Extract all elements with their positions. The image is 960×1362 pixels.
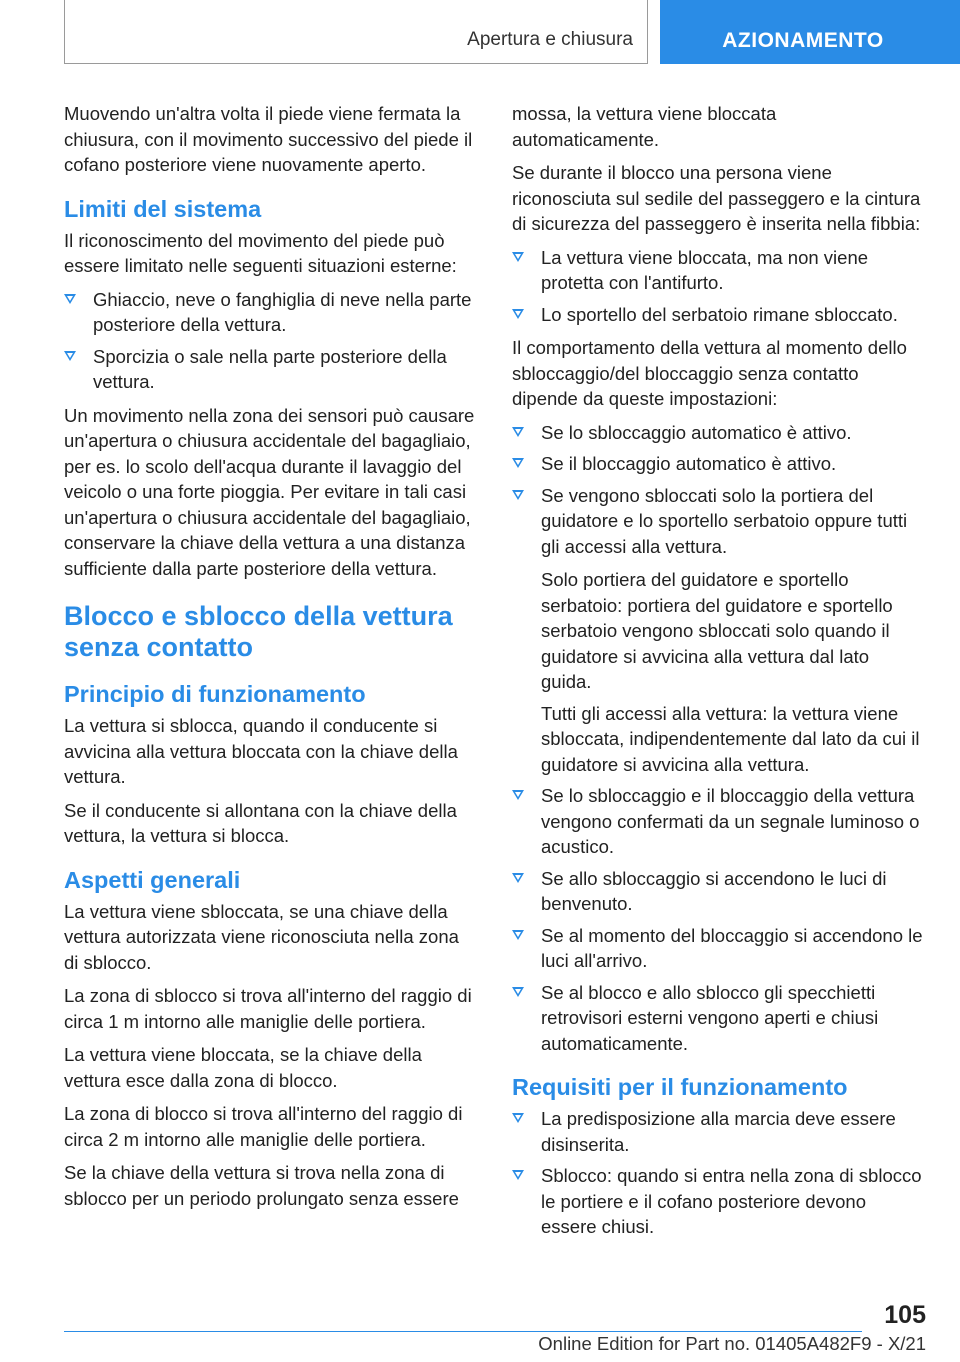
triangle-bullet-icon [512,790,524,800]
triangle-bullet-icon [512,252,524,262]
list-item: Se lo sbloccaggio e il bloccaggio della vettura vengono confermati da un segnale luminoso o acustico. [512,783,924,860]
heading-blocco: Blocco e sblocco della vettura senza contatto [64,601,453,662]
right-column [512,101,924,1248]
bullet-list [512,420,924,560]
paragraph: La zona di blocco si trova all'interno del raggio di circa 2 m intorno alle maniglie delle portiera. [64,1103,463,1150]
header-chapter-tab [660,0,960,64]
heading-principio: Principio di funzionamento [64,681,366,707]
triangle-bullet-icon [512,930,524,940]
list-item: Se allo sbloccaggio si accendono le luci di benvenuto. [512,866,924,917]
paragraph: La vettura si sblocca, quando il conducente si avvicina alla vettura bloccata con la chiave della vettura. [64,715,458,787]
triangle-bullet-icon [64,351,76,361]
footer-edition: Online Edition for Part no. 01405A482F9 - X/21 [538,1333,926,1354]
header-section-box [64,0,648,64]
paragraph: mossa, la vettura viene bloccata automaticamente. [512,103,777,150]
list-item: Sporcizia o sale nella parte posteriore della vettura. [64,344,476,395]
paragraph: Il riconoscimento del movimento del piede può essere limitato nelle seguenti situazioni esterne: [64,229,457,276]
paragraph: La zona di sblocco si trova all'interno del raggio di circa 1 m intorno alle maniglie delle portiera. [64,985,472,1032]
left-column [64,101,476,1219]
triangle-bullet-icon [512,1113,524,1123]
list-item: Sblocco: quando si entra nella zona di sblocco le portiere e il cofano posteriore devono essere chiusi. [512,1163,924,1240]
page-number: 105 [884,1301,926,1329]
bullet-list [512,245,924,328]
heading-limiti: Limiti del sistema [64,195,262,222]
paragraph: Se durante il blocco una persona viene riconosciuta sul sedile del passeggero e la cintura di sicurezza del passeggero è inserita nella fibbia: [512,162,921,234]
paragraph: Un movimento nella zona dei sensori può causare un'apertura o chiusura accidentale del bagagliaio, per es. lo scolo dell'acqua durante il lavaggio del veicolo o una forte pioggia. Per evitare in tali casi un'apertura o chiusura accidentale del bagagliaio, conservare la chiave della vettura a una distanza sufficiente dalla parte posteriore della vettura. [64,404,475,579]
triangle-bullet-icon [512,1170,524,1180]
list-item: La predisposizione alla marcia deve essere disinserita. [512,1106,924,1157]
list-item: Se al momento del bloccaggio si accendono le luci all'arrivo. [512,923,924,974]
triangle-bullet-icon [512,490,524,500]
triangle-bullet-icon [512,427,524,437]
header-chapter-title: AZIONAMENTO [722,29,884,52]
paragraph: La vettura viene bloccata, se la chiave della vettura esce dalla zona di blocco. [64,1044,422,1091]
list-item: La vettura viene bloccata, ma non viene protetta con l'antifurto. [512,245,924,296]
sub-paragraph: Solo portiera del guidatore e sportello serbatoio: portiera del guidatore e sportello serbatoio vengono sbloccati solo quando il guidatore si avvicina alla vettura dal lato guida. [541,569,893,692]
list-item: Se il bloccaggio automatico è attivo. [512,451,924,477]
list-item: Se vengono sbloccati solo la portiera del guidatore e lo sportello serbatoio oppure tutti gli accessi alla vettura. [512,483,924,560]
triangle-bullet-icon [64,294,76,304]
list-item: Se al blocco e allo sblocco gli specchietti retrovisori esterni vengono aperti e chiusi automaticamente. [512,980,924,1057]
bullet-list [64,287,476,395]
paragraph: Se il conducente si allontana con la chiave della vettura, la vettura si blocca. [64,799,457,846]
header-section-title: Apertura e chiusura [467,29,633,50]
list-item: Ghiaccio, neve o fanghiglia di neve nella parte posteriore della vettura. [64,287,476,338]
bullet-list [512,1106,924,1240]
list-item: Lo sportello del serbatoio rimane sbloccato. [512,302,924,328]
heading-requisiti: Requisiti per il funzionamento [512,1074,848,1100]
paragraph: Muovendo un'altra volta il piede viene fermata la chiusura, con il movimento successivo del piede il cofano posteriore viene nuovamente aperto. [64,103,473,175]
triangle-bullet-icon [512,987,524,997]
bullet-list [512,783,924,1056]
triangle-bullet-icon [512,458,524,468]
paragraph: La vettura viene sbloccata, se una chiave della vettura autorizzata viene riconosciuta nella zona di sblocco. [64,900,459,973]
list-item: Se lo sbloccaggio automatico è attivo. [512,420,924,446]
triangle-bullet-icon [512,309,524,319]
triangle-bullet-icon [512,873,524,883]
paragraph: Se la chiave della vettura si trova nella zona di sblocco per un periodo prolungato senza essere [64,1162,459,1209]
sub-paragraph: Tutti gli accessi alla vettura: la vettura viene sbloccata, indipendentemente dal lato da cui il guidatore si avvicina alla vettura. [541,702,920,775]
heading-aspetti: Aspetti generali [64,866,241,893]
paragraph: Il comportamento della vettura al momento dello sbloccaggio/del bloccaggio senza contatto dipende da queste impostazioni: [512,337,907,409]
footer-divider [64,1331,862,1332]
